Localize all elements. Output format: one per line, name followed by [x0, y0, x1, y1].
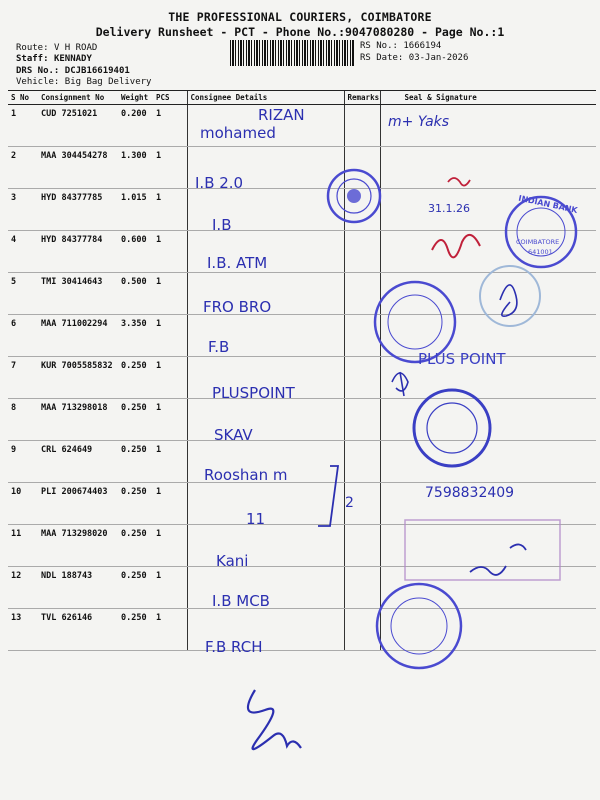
- note-3: I.B: [212, 216, 232, 234]
- pcs-cell: 1: [153, 525, 187, 567]
- sno-cell: 7: [8, 357, 38, 399]
- consignment-cell: CUD 7251021: [38, 105, 118, 147]
- weight-cell: 0.250: [118, 609, 153, 651]
- signature-1: m+ Yaks: [388, 114, 450, 130]
- sno-cell: 3: [8, 189, 38, 231]
- remarks-cell: [344, 189, 380, 231]
- table-row: [8, 273, 596, 315]
- consignment-cell: MAA 711002294: [38, 315, 118, 357]
- table-row: [8, 315, 596, 357]
- remarks-cell: [344, 441, 380, 483]
- pcs-cell: 1: [153, 609, 187, 651]
- col-consignment: Consignment No: [38, 91, 118, 105]
- seal-cell: [380, 525, 596, 567]
- consignment-cell: MAA 713298018: [38, 399, 118, 441]
- remarks-cell: [344, 147, 380, 189]
- note-10: 11: [246, 510, 266, 528]
- staff-line: [16, 54, 92, 65]
- remarks-cell: [344, 399, 380, 441]
- table-row: [8, 357, 596, 399]
- note-11: Kani: [216, 552, 249, 570]
- rs-date-label: RS Date:: [360, 53, 404, 63]
- col-pcs: PCS: [153, 91, 187, 105]
- note-9: Rooshan m: [204, 466, 288, 484]
- note-6: F.B: [208, 338, 230, 356]
- date-note: 31.1.26: [428, 202, 470, 215]
- weight-cell: 1.300: [118, 147, 153, 189]
- consignment-cell: HYD 84377785: [38, 189, 118, 231]
- note-5: FRO BRO: [203, 298, 272, 316]
- seal-cell: [380, 399, 596, 441]
- seal-cell: [380, 315, 596, 357]
- consignee-cell: [187, 567, 344, 609]
- col-remarks: Remarks: [344, 91, 380, 105]
- seal-cell: [380, 105, 596, 147]
- remarks-cell: [344, 609, 380, 651]
- consignee-cell: [187, 273, 344, 315]
- seal-cell: [380, 441, 596, 483]
- rs-no-label: RS No.:: [360, 41, 398, 51]
- coimbatore-text: COIMBATORE: [516, 238, 560, 246]
- rs-no-line: [360, 41, 441, 52]
- consignment-cell: MAA 713298020: [38, 525, 118, 567]
- drs-label: DRS No.:: [16, 66, 60, 76]
- seal-cell: [380, 231, 596, 273]
- pcs-cell: 1: [153, 147, 187, 189]
- table-row: [8, 609, 596, 651]
- rs-date-line: [360, 53, 468, 64]
- col-consignee: Consignee Details: [187, 91, 344, 105]
- rs-no-value: 1666194: [403, 41, 442, 51]
- table-header-row: [8, 91, 596, 105]
- bracket-note: 2: [345, 495, 354, 511]
- table-row: [8, 441, 596, 483]
- table-row: [8, 567, 596, 609]
- vehicle-value: Big Bag Delivery: [64, 77, 152, 87]
- pcs-cell: 1: [153, 357, 187, 399]
- consignee-cell: [187, 483, 344, 525]
- sno-cell: 1: [8, 105, 38, 147]
- table-row: [8, 189, 596, 231]
- sno-cell: 10: [8, 483, 38, 525]
- staff-signature: [248, 690, 301, 749]
- phone-note: 7598832409: [425, 485, 515, 501]
- barcode: [230, 40, 355, 66]
- sno-cell: 4: [8, 231, 38, 273]
- remarks-cell: [344, 567, 380, 609]
- col-weight: Weight: [118, 91, 153, 105]
- weight-cell: 0.250: [118, 441, 153, 483]
- consignment-cell: MAA 304454278: [38, 147, 118, 189]
- table-row: [8, 105, 596, 147]
- sno-cell: 6: [8, 315, 38, 357]
- consignee-cell: [187, 189, 344, 231]
- seal-cell: [380, 147, 596, 189]
- pcs-cell: 1: [153, 273, 187, 315]
- consignee-cell: [187, 105, 344, 147]
- sno-cell: 5: [8, 273, 38, 315]
- consignee-cell: [187, 231, 344, 273]
- weight-cell: 1.015: [118, 189, 153, 231]
- pcs-cell: 1: [153, 399, 187, 441]
- sno-cell: 11: [8, 525, 38, 567]
- note-1b: mohamed: [200, 124, 276, 142]
- consignment-cell: KUR 7005585832: [38, 357, 118, 399]
- weight-cell: 0.200: [118, 105, 153, 147]
- consignee-cell: [187, 441, 344, 483]
- sno-cell: 8: [8, 399, 38, 441]
- plus-point-stamp-text: PLUS POINT: [418, 350, 506, 368]
- table-row: [8, 525, 596, 567]
- note-12: I.B MCB: [212, 592, 270, 610]
- rs-date-value: 03-Jan-2026: [408, 53, 469, 63]
- remarks-cell: [344, 273, 380, 315]
- consignee-cell: [187, 315, 344, 357]
- consignee-cell: [187, 147, 344, 189]
- sno-cell: 9: [8, 441, 38, 483]
- pcs-cell: 1: [153, 441, 187, 483]
- remarks-cell: [344, 105, 380, 147]
- remarks-cell: [344, 357, 380, 399]
- note-1a: RIZAN: [258, 106, 305, 124]
- consignment-cell: CRL 624649: [38, 441, 118, 483]
- note-4: I.B. ATM: [207, 254, 268, 272]
- consignment-cell: HYD 84377784: [38, 231, 118, 273]
- route-value: V H ROAD: [53, 43, 98, 53]
- consignee-cell: [187, 609, 344, 651]
- note-13: F.B RCH: [205, 638, 263, 656]
- weight-cell: 0.250: [118, 525, 153, 567]
- pcs-cell: 1: [153, 189, 187, 231]
- drs-line: [16, 66, 130, 77]
- route-label: Route:: [16, 43, 49, 53]
- sno-cell: 12: [8, 567, 38, 609]
- consignment-cell: TVL 626146: [38, 609, 118, 651]
- weight-cell: 0.250: [118, 399, 153, 441]
- pcs-cell: 1: [153, 567, 187, 609]
- consignee-cell: [187, 399, 344, 441]
- pcs-cell: 1: [153, 315, 187, 357]
- weight-cell: 0.250: [118, 567, 153, 609]
- weight-cell: 0.250: [118, 357, 153, 399]
- table-row: [8, 483, 596, 525]
- weight-cell: 0.600: [118, 231, 153, 273]
- consignee-cell: [187, 357, 344, 399]
- remarks-cell: [344, 525, 380, 567]
- note-7: PLUSPOINT: [212, 384, 295, 402]
- note-2: I.B 2.0: [195, 174, 244, 192]
- col-seal: Seal & Signature: [380, 91, 596, 105]
- consignee-cell: [187, 525, 344, 567]
- runsheet-title: Delivery Runsheet - PCT - Phone No.:9047080280 - Page No.:1: [95, 25, 505, 39]
- pin-text: 641001: [528, 248, 553, 256]
- remarks-cell: [344, 483, 380, 525]
- weight-cell: 3.350: [118, 315, 153, 357]
- weight-cell: 0.250: [118, 483, 153, 525]
- note-8: SKAV: [214, 426, 253, 444]
- vehicle-line: [16, 77, 151, 88]
- route-line: [16, 43, 97, 54]
- seal-cell: [380, 273, 596, 315]
- col-sno: S No: [8, 91, 38, 105]
- consignment-cell: TMI 30414643: [38, 273, 118, 315]
- consignment-cell: PLI 200674403: [38, 483, 118, 525]
- runsheet-table: [8, 90, 596, 651]
- table-row: [8, 399, 596, 441]
- table-row: [8, 147, 596, 189]
- company-name: THE PROFESSIONAL COURIERS, COIMBATORE: [168, 10, 432, 24]
- sno-cell: 2: [8, 147, 38, 189]
- drs-value: DCJB16619401: [64, 66, 130, 76]
- remarks-cell: [344, 231, 380, 273]
- seal-cell: [380, 567, 596, 609]
- weight-cell: 0.500: [118, 273, 153, 315]
- pcs-cell: 1: [153, 231, 187, 273]
- sno-cell: 13: [8, 609, 38, 651]
- remarks-cell: [344, 315, 380, 357]
- indian-bank-text: INDIAN BANK: [517, 193, 579, 216]
- seal-cell: [380, 483, 596, 525]
- staff-label: Staff:: [16, 54, 49, 64]
- vehicle-label: Vehicle:: [16, 77, 60, 87]
- seal-cell: [380, 189, 596, 231]
- seal-cell: [380, 357, 596, 399]
- staff-value: KENNADY: [53, 54, 92, 64]
- seal-cell: [380, 609, 596, 651]
- consignment-cell: NDL 188743: [38, 567, 118, 609]
- table-row: [8, 231, 596, 273]
- pcs-cell: 1: [153, 105, 187, 147]
- pcs-cell: 1: [153, 483, 187, 525]
